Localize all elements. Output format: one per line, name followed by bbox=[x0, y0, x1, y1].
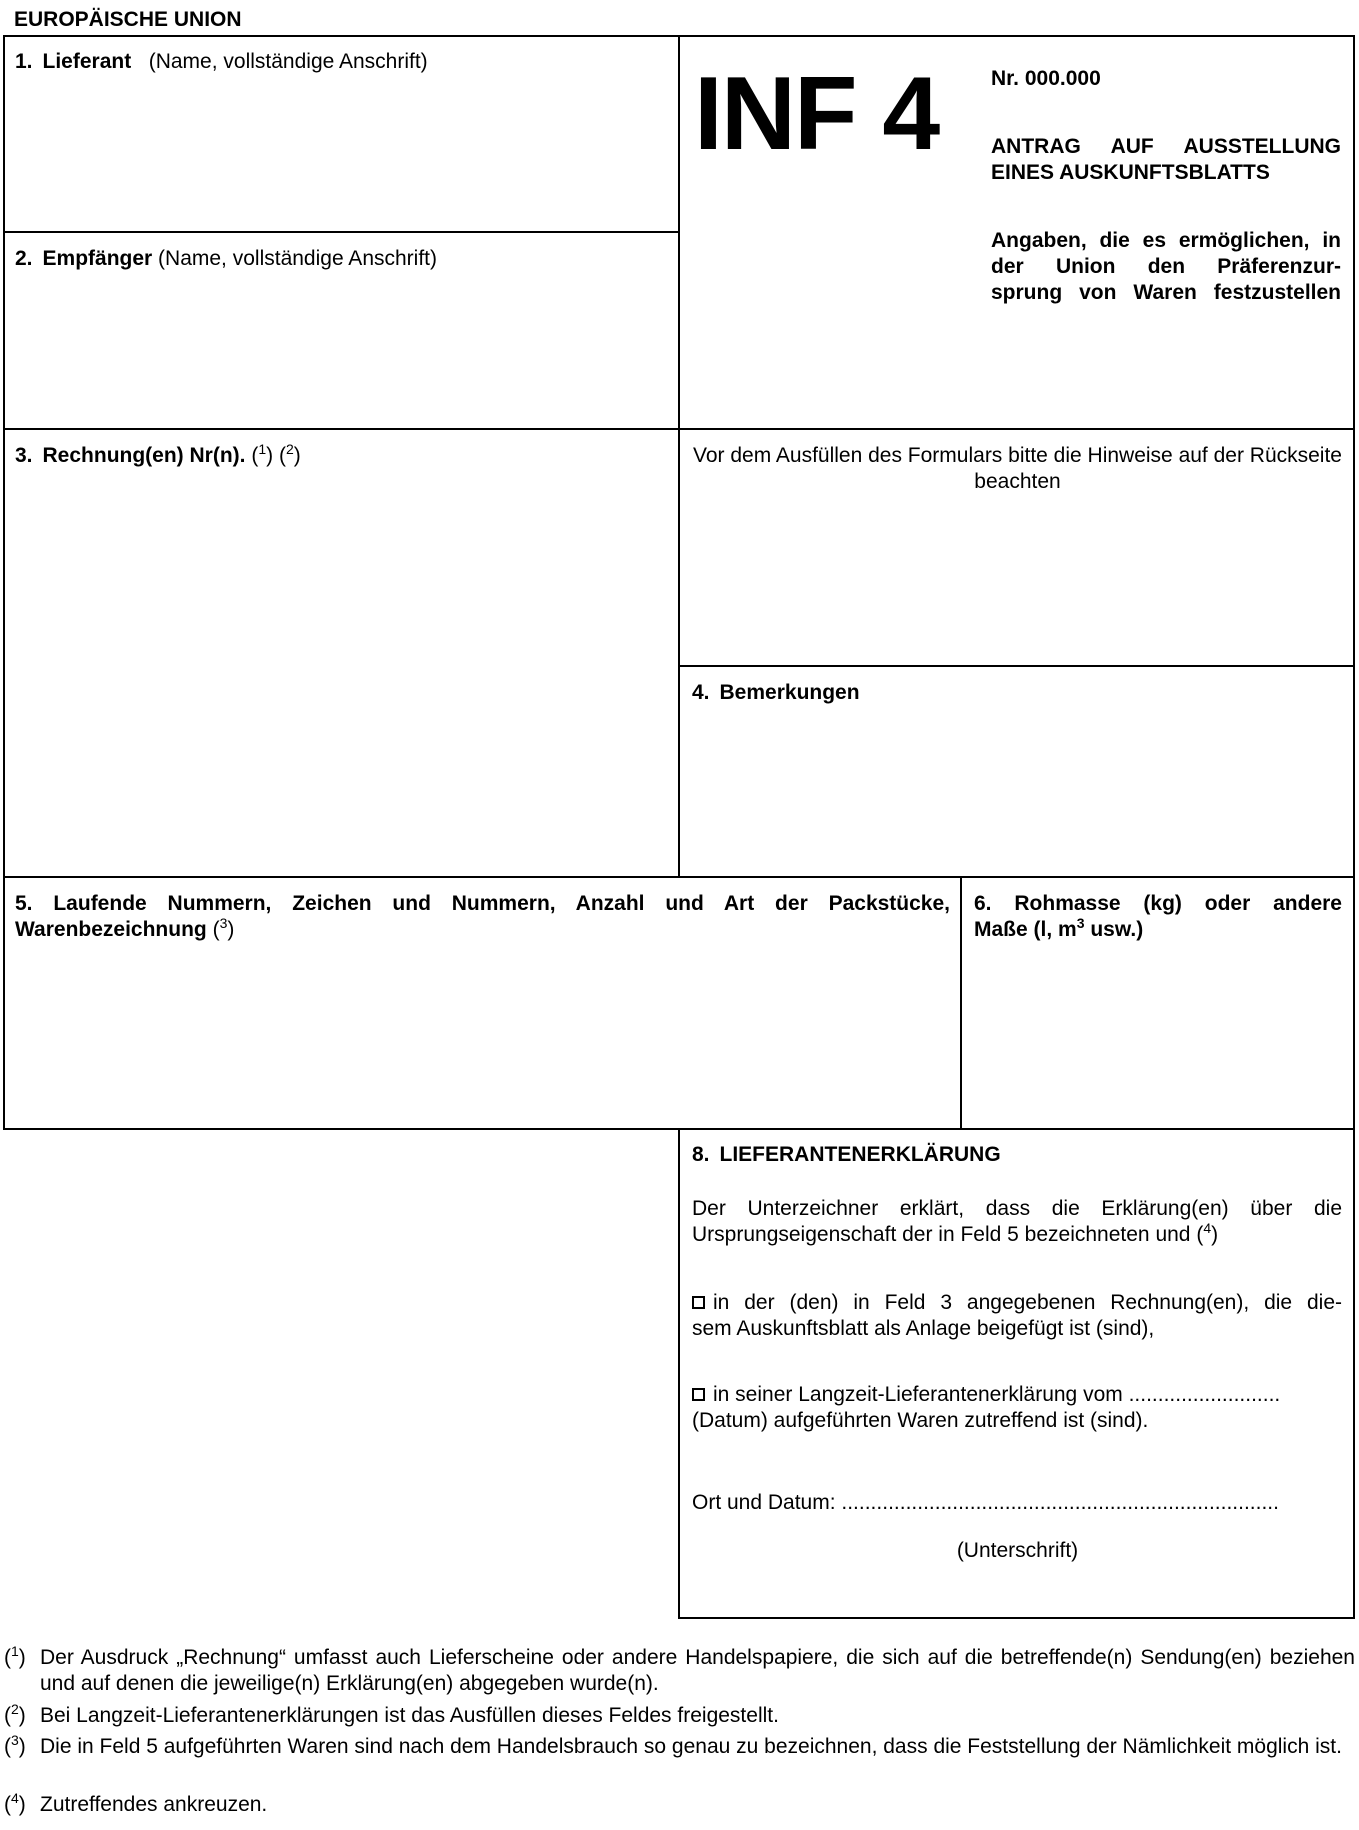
footnote-1 bbox=[0, 1645, 1359, 1697]
declaration-footnote-ref: 4 bbox=[1203, 1220, 1212, 1236]
field-5-label-line-2 bbox=[15, 917, 950, 943]
footnote-1-text: Der Ausdruck „Rechnung“ umfasst auch Lieferscheine oder andere Handelspapiere, die sich auf die betreffende(n) Sendung(en) beziehen und auf denen die jeweilige(n) Erklärung(en) abgegeben wurde(n). bbox=[40, 1646, 1355, 1695]
field-3-number: 3. bbox=[15, 444, 33, 467]
footnote-4 bbox=[0, 1792, 1359, 1818]
footnote-2-mark-number: 2 bbox=[11, 1701, 19, 1717]
field-3-footnote-ref-2: 2 bbox=[285, 441, 294, 457]
option-1-line-1-text: in der (den) in Feld 3 angegebenen Rechnung(en), die die- bbox=[713, 1291, 1342, 1314]
footnote-3-mark: ($^3$) bbox=[4, 1732, 26, 1758]
declaration-line-2-text: Ursprungseigenschaft der in Feld 5 bezeichneten und ( bbox=[692, 1223, 1204, 1246]
field-6-number: 6. bbox=[974, 892, 992, 915]
place-date-line: Ort und Datum: ........................................................................... bbox=[692, 1491, 1279, 1514]
form-subtitle-line-3: sprung von Waren festzustellen bbox=[991, 281, 1341, 304]
declaration-ref-close: ) bbox=[1211, 1223, 1219, 1246]
field-2-number: 2. bbox=[15, 247, 33, 270]
field-1-number: 1. bbox=[15, 50, 33, 73]
field-4-number: 4. bbox=[692, 681, 710, 704]
option-2 bbox=[692, 1382, 1342, 1434]
field-6-label-line-2b: usw.) bbox=[1084, 918, 1144, 941]
field-4-label: Bemerkungen bbox=[719, 681, 860, 704]
option-2-line-2: (Datum) aufgeführten Waren zutreffend ist (sind). bbox=[692, 1409, 1149, 1432]
field-5-header bbox=[15, 891, 950, 943]
footnote-4-mark: ($^4$) bbox=[4, 1790, 26, 1816]
field-8-label: LIEFERANTENERKLÄRUNG bbox=[719, 1143, 1001, 1166]
footnote-2-mark: ($^2$) bbox=[4, 1701, 26, 1727]
field-2-label: Empfänger bbox=[42, 247, 153, 270]
field-2-header bbox=[15, 246, 437, 272]
form-title-line-2: EINES AUSKUNFTSBLATTS bbox=[991, 161, 1270, 184]
option-2-checkbox[interactable] bbox=[692, 1388, 705, 1401]
field-5-label-line-1 bbox=[15, 891, 950, 917]
field-5-label-line-2-text: Warenbezeichnung bbox=[15, 918, 207, 941]
field-1-label: Lieferant bbox=[42, 50, 132, 73]
footnote-1-mark-number: 1 bbox=[11, 1643, 19, 1659]
footnote-3-text: Die in Feld 5 aufgeführten Waren sind nach dem Handelsbrauch so genau zu bezeichnen, dass die Feststellung der Nämlichkeit möglich ist. bbox=[40, 1735, 1342, 1758]
field-6-label-line-2a: Maße (l, m bbox=[974, 918, 1077, 941]
form-number: Nr. 000.000 bbox=[991, 67, 1101, 90]
option-1-line-2: sem Auskunftsblatt als Anlage beigefügt ist (sind), bbox=[692, 1317, 1155, 1340]
field-5-label-text: Laufende Nummern, Zeichen und Nummern, Anzahl und Art der Packstücke, bbox=[53, 892, 950, 915]
option-2-line-1-text: in seiner Langzeit-Lieferantenerklärung vom .......................... bbox=[713, 1383, 1281, 1406]
field-3-ref-2-close: ) bbox=[293, 444, 301, 467]
field-4-header bbox=[692, 680, 860, 706]
form-code: INF 4 bbox=[694, 56, 939, 172]
field-1-header bbox=[15, 49, 428, 75]
field-5-footnote-ref: 3 bbox=[219, 915, 228, 931]
form-subtitle-line-2: der Union den Präferenzur- bbox=[991, 255, 1341, 278]
field-6-label-sup: 3 bbox=[1076, 915, 1085, 931]
field-3-ref-2-open: ( bbox=[278, 444, 286, 467]
footnote-3 bbox=[0, 1734, 1359, 1786]
footnote-3-mark-number: 3 bbox=[11, 1732, 19, 1748]
field-3-ref-1-close: ) bbox=[266, 444, 274, 467]
field-6-label-line-1 bbox=[974, 891, 1342, 917]
declaration-line-2 bbox=[692, 1222, 1342, 1248]
option-1-line-1 bbox=[692, 1290, 1342, 1316]
instructions-text: Vor dem Ausfüllen des Formulars bitte die Hinweise auf der Rückseite beachten bbox=[693, 444, 1342, 493]
option-2-line-1 bbox=[692, 1382, 1342, 1408]
field-6-label-line-2 bbox=[974, 917, 1342, 943]
field-1-hint: (Name, vollständige Anschrift) bbox=[148, 50, 428, 73]
footnote-2 bbox=[0, 1703, 1359, 1729]
footnote-1-mark: ($^1$) bbox=[4, 1643, 26, 1669]
footnote-2-text: Bei Langzeit-Lieferantenerklärungen ist das Ausfüllen dieses Feldes freigestellt. bbox=[40, 1704, 779, 1727]
field-5-ref-close: ) bbox=[227, 918, 235, 941]
field-6-header bbox=[974, 891, 1342, 943]
field-2-hint: (Name, vollständige Anschrift) bbox=[158, 247, 437, 270]
field-6-label-text: Rohmasse (kg) oder andere bbox=[1014, 892, 1342, 915]
option-1 bbox=[692, 1290, 1342, 1342]
field-5-number: 5. bbox=[15, 892, 33, 915]
union-header: EUROPÄISCHE UNION bbox=[14, 8, 242, 31]
field-5-ref-open: ( bbox=[212, 918, 220, 941]
field-3-footnote-ref-1: 1 bbox=[258, 441, 267, 457]
declaration-line-1: Der Unterzeichner erklärt, dass die Erklärung(en) über die bbox=[692, 1197, 1342, 1220]
footnote-4-text: Zutreffendes ankreuzen. bbox=[40, 1793, 268, 1816]
field-3-header bbox=[15, 443, 301, 469]
field-8-number: 8. bbox=[692, 1143, 710, 1166]
form-subtitle-line-1: Angaben, die es ermöglichen, in bbox=[991, 229, 1341, 252]
footnote-4-mark-number: 4 bbox=[11, 1790, 19, 1806]
form-title-line-1: ANTRAG AUF AUSSTELLUNG bbox=[991, 135, 1341, 158]
field-8-header bbox=[692, 1142, 1001, 1168]
field-8-declaration bbox=[692, 1196, 1342, 1248]
field-3-label: Rechnung(en) Nr(n). bbox=[42, 444, 246, 467]
field-3-ref-1-open: ( bbox=[251, 444, 259, 467]
signature-label: (Unterschrift) bbox=[956, 1539, 1079, 1562]
option-1-checkbox[interactable] bbox=[692, 1296, 705, 1309]
